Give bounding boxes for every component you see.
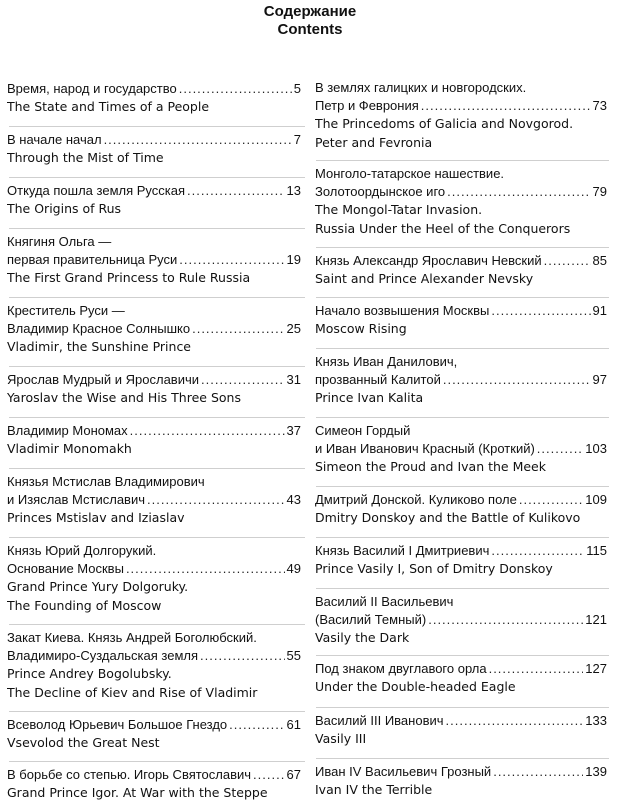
toc-page-number: 121 bbox=[585, 612, 607, 628]
toc-entry-title-ru-leader bbox=[315, 183, 607, 201]
toc-title-ru: Закат Киева. Князь Андрей Боголюбский. bbox=[7, 630, 257, 645]
entry-divider bbox=[9, 624, 305, 625]
dot-leader bbox=[491, 542, 584, 560]
toc-title-ru: Основание Москвы bbox=[7, 561, 124, 577]
toc-page-number: 109 bbox=[585, 492, 607, 507]
toc-title-en: The First Grand Princess to Rule Russia bbox=[7, 270, 251, 286]
toc-title-ru: Всеволод Юрьевич Большое Гнездо bbox=[7, 717, 228, 732]
toc-entry-title-ru-leader bbox=[315, 302, 607, 320]
dot-leader bbox=[421, 97, 591, 115]
toc-page-number: 43 bbox=[286, 492, 301, 508]
toc-title-ru: Ярослав Мудрый и Ярославичи bbox=[7, 372, 199, 387]
toc-page-number: 127 bbox=[585, 661, 607, 676]
toc-page-number: 79 bbox=[592, 184, 607, 200]
dot-leader bbox=[443, 371, 591, 389]
dot-leader bbox=[104, 131, 292, 149]
toc-entry[interactable] bbox=[315, 422, 607, 477]
toc-entry-title-ru-leader bbox=[7, 716, 301, 734]
entry-divider bbox=[316, 297, 609, 298]
contents-title-ru: Содержание bbox=[263, 3, 357, 20]
toc-entry[interactable] bbox=[7, 371, 301, 407]
toc-page-number: 103 bbox=[585, 441, 607, 457]
toc-entry-title-ru-leader bbox=[7, 320, 301, 338]
toc-page-number: 85 bbox=[592, 253, 607, 268]
dot-leader bbox=[229, 716, 284, 734]
toc-title-en: Ivan IV the Terrible bbox=[315, 782, 433, 798]
toc-page-number: 67 bbox=[286, 767, 301, 782]
dot-leader bbox=[489, 660, 584, 678]
toc-title-ru: Начало возвышения Москвы bbox=[315, 303, 490, 318]
toc-title-en: Saint and Prince Alexander Nevsky bbox=[315, 271, 534, 287]
toc-page-number: 61 bbox=[286, 717, 301, 732]
toc-entry[interactable] bbox=[315, 593, 607, 648]
toc-page-number: 73 bbox=[592, 98, 607, 114]
toc-entry[interactable] bbox=[315, 79, 607, 152]
toc-title-ru: Золотоордынское иго bbox=[315, 184, 446, 200]
toc-title-ru: Откуда пошла земля Русская bbox=[7, 183, 186, 198]
toc-title-en: Prince Ivan Kalita bbox=[315, 390, 424, 406]
dot-leader bbox=[447, 183, 590, 201]
toc-title-ru: Княгиня Ольга — bbox=[7, 234, 112, 249]
entry-divider bbox=[316, 247, 609, 248]
entry-divider bbox=[9, 126, 305, 127]
toc-title-en: Moscow Rising bbox=[315, 321, 407, 337]
dot-leader bbox=[537, 440, 584, 458]
toc-title-ru: В борьбе со степью. Игорь Святославич bbox=[7, 767, 252, 782]
toc-title-ru: и Иван Иванович Красный (Кроткий) bbox=[315, 441, 535, 457]
toc-entry-title-ru-leader bbox=[7, 766, 301, 784]
toc-title-en: Through the Mist of Time bbox=[7, 150, 164, 166]
dot-leader bbox=[187, 182, 285, 200]
toc-entry-title-ru-leader bbox=[7, 131, 301, 149]
toc-page-number: 13 bbox=[286, 183, 301, 198]
dot-leader bbox=[544, 252, 591, 270]
toc-title-en: Russia Under the Heel of the Conquerors bbox=[315, 220, 571, 236]
toc-title-en: Prince Andrey Bogolubsky. bbox=[7, 666, 172, 682]
dot-leader bbox=[147, 491, 285, 509]
toc-entry[interactable] bbox=[315, 763, 607, 799]
dot-leader bbox=[192, 320, 284, 338]
entry-divider bbox=[9, 468, 305, 469]
dot-leader bbox=[493, 763, 583, 781]
entry-divider bbox=[316, 758, 609, 759]
toc-title-ru: Под знаком двуглавого орла bbox=[315, 661, 487, 676]
toc-title-ru: Князь Иван Данилович, bbox=[315, 354, 458, 369]
entry-divider bbox=[316, 486, 609, 487]
toc-title-en: Peter and Fevronia bbox=[315, 134, 433, 150]
toc-title-ru: первая правительница Руси bbox=[7, 252, 178, 268]
toc-title-en: Dmitry Donskoy and the Battle of Kulikovo bbox=[315, 510, 581, 526]
toc-title-en: Vladimir Monomakh bbox=[7, 441, 132, 457]
toc-title-ru: Симеон Гордый bbox=[315, 423, 411, 438]
dot-leader bbox=[491, 302, 590, 320]
toc-page-number: 55 bbox=[286, 648, 301, 664]
toc-entry[interactable] bbox=[7, 131, 301, 167]
toc-page-number: 7 bbox=[293, 132, 301, 147]
toc-entry-title-ru-leader bbox=[315, 440, 607, 458]
dot-leader bbox=[179, 251, 284, 269]
toc-entry-title-ru-leader bbox=[315, 763, 607, 781]
toc-entry[interactable] bbox=[315, 165, 607, 238]
toc-title-ru: Владимир Мономах bbox=[7, 423, 128, 438]
toc-title-ru: Владимиро-Суздальская земля bbox=[7, 648, 199, 664]
toc-title-en: The State and Times of a People bbox=[7, 99, 210, 115]
toc-entry-title-ru-leader bbox=[315, 491, 607, 509]
toc-entry-title-ru-leader bbox=[7, 80, 301, 98]
entry-divider bbox=[9, 417, 305, 418]
toc-entry[interactable] bbox=[315, 712, 607, 748]
toc-entry[interactable] bbox=[7, 766, 301, 802]
toc-title-ru: Владимир Красное Солнышко bbox=[7, 321, 191, 337]
toc-entry[interactable] bbox=[7, 80, 301, 116]
toc-title-ru: Монголо-татарское нашествие. bbox=[315, 166, 505, 181]
toc-title-ru: Креститель Руси — bbox=[7, 303, 125, 318]
toc-title-ru: прозванный Калитой bbox=[315, 372, 441, 388]
toc-title-en: Under the Double-headed Eagle bbox=[315, 679, 516, 695]
entry-divider bbox=[316, 537, 609, 538]
toc-page-number: 115 bbox=[586, 543, 607, 558]
toc-title-ru: Князь Александр Ярославич Невский bbox=[315, 253, 542, 268]
toc-entry[interactable] bbox=[7, 302, 301, 357]
toc-title-ru: Василий III Иванович bbox=[315, 713, 444, 728]
toc-entry-title-ru-leader bbox=[7, 371, 301, 389]
toc-entry-title-ru-leader bbox=[315, 371, 607, 389]
dot-leader bbox=[446, 712, 584, 730]
dot-leader bbox=[130, 422, 285, 440]
toc-entry-title-ru-leader bbox=[315, 611, 607, 629]
toc-title-ru: (Василий Темный) bbox=[315, 612, 427, 628]
toc-page-number: 19 bbox=[286, 252, 301, 268]
toc-entry-title-ru-leader bbox=[315, 252, 607, 270]
toc-page-number: 25 bbox=[286, 321, 301, 337]
toc-entry[interactable] bbox=[315, 660, 607, 696]
toc-page-number: 133 bbox=[585, 713, 607, 728]
toc-entry[interactable] bbox=[7, 629, 301, 702]
toc-title-ru: Дмитрий Донской. Куликово поле bbox=[315, 492, 517, 507]
toc-entry[interactable] bbox=[7, 422, 301, 458]
toc-title-en: Vasily the Dark bbox=[315, 630, 410, 646]
toc-entry[interactable] bbox=[315, 353, 607, 408]
dot-leader bbox=[126, 560, 285, 578]
toc-title-en: Prince Vasily I, Son of Dmitry Donskoy bbox=[315, 561, 553, 577]
toc-entry-title-ru-leader bbox=[315, 712, 607, 730]
toc-page-number: 97 bbox=[592, 372, 607, 388]
entry-divider bbox=[9, 297, 305, 298]
toc-title-ru: и Изяслав Мстиславич bbox=[7, 492, 145, 508]
toc-title-ru: Князь Василий I Дмитриевич bbox=[315, 543, 490, 558]
toc-entry[interactable] bbox=[7, 473, 301, 528]
entry-divider bbox=[316, 588, 609, 589]
toc-entry[interactable] bbox=[7, 716, 301, 752]
toc-entry-title-ru-leader bbox=[7, 491, 301, 509]
toc-title-en: The Decline of Kiev and Rise of Vladimir bbox=[7, 684, 258, 700]
entry-divider bbox=[9, 177, 305, 178]
toc-title-en: Yaroslav the Wise and His Three Sons bbox=[7, 390, 241, 406]
toc-page-number: 139 bbox=[585, 764, 607, 779]
toc-page-number: 5 bbox=[293, 81, 301, 96]
toc-title-en: Vsevolod the Great Nest bbox=[7, 735, 160, 751]
entry-divider bbox=[9, 366, 305, 367]
toc-page-number: 49 bbox=[286, 561, 301, 577]
toc-title-ru: Петр и Феврония bbox=[315, 98, 419, 114]
entry-divider bbox=[316, 655, 609, 656]
entry-divider bbox=[9, 761, 305, 762]
toc-entry[interactable] bbox=[7, 233, 301, 288]
toc-title-ru: Время, народ и государство bbox=[7, 81, 177, 96]
toc-entry[interactable] bbox=[315, 302, 607, 338]
toc-title-en: The Founding of Moscow bbox=[7, 597, 162, 613]
dot-leader bbox=[519, 491, 583, 509]
entry-divider bbox=[9, 711, 305, 712]
toc-entry[interactable] bbox=[315, 252, 607, 288]
toc-title-ru: Князь Юрий Долгорукий. bbox=[7, 543, 157, 558]
toc-title-ru: Василий II Васильевич bbox=[315, 594, 454, 609]
toc-entry-title-ru-leader bbox=[315, 660, 607, 678]
toc-entry-title-ru-leader bbox=[7, 422, 301, 440]
entry-divider bbox=[316, 160, 609, 161]
entry-divider bbox=[9, 537, 305, 538]
toc-entry-title-ru-leader bbox=[7, 182, 301, 200]
entry-divider bbox=[316, 417, 609, 418]
toc-title-en: The Mongol-Tatar Invasion. bbox=[315, 202, 483, 218]
toc-entry[interactable] bbox=[7, 542, 301, 615]
dot-leader bbox=[428, 611, 583, 629]
toc-title-en: The Origins of Rus bbox=[7, 201, 122, 217]
toc-entry-title-ru-leader bbox=[315, 97, 607, 115]
toc-entry[interactable] bbox=[315, 491, 607, 527]
toc-entry[interactable] bbox=[7, 182, 301, 218]
dot-leader bbox=[201, 371, 285, 389]
toc-title-ru: Князья Мстислав Владимирович bbox=[7, 474, 205, 489]
toc-title-en: Princes Mstislav and Iziaslav bbox=[7, 510, 185, 526]
toc-title-en: Grand Prince Igor. At War with the Steppe bbox=[7, 785, 268, 801]
toc-entry-title-ru-leader bbox=[315, 542, 607, 560]
toc-page-number: 37 bbox=[286, 423, 301, 438]
toc-title-en: Grand Prince Yury Dolgoruky. bbox=[7, 579, 189, 595]
toc-title-ru: Иван IV Васильевич Грозный bbox=[315, 764, 492, 779]
toc-entry[interactable] bbox=[315, 542, 607, 578]
toc-title-en: Vladimir, the Sunshine Prince bbox=[7, 339, 192, 355]
entry-divider bbox=[316, 348, 609, 349]
toc-entry-title-ru-leader bbox=[7, 560, 301, 578]
toc-entry-title-ru-leader bbox=[7, 647, 301, 665]
toc-page-number: 31 bbox=[286, 372, 301, 387]
dot-leader bbox=[253, 766, 284, 784]
toc-page-number: 91 bbox=[592, 303, 607, 318]
dot-leader bbox=[179, 80, 292, 98]
toc-title-en: Vasily III bbox=[315, 731, 367, 747]
dot-leader bbox=[200, 647, 285, 665]
entry-divider bbox=[316, 707, 609, 708]
entry-divider bbox=[9, 228, 305, 229]
toc-title-en: Simeon the Proud and Ivan the Meek bbox=[315, 459, 546, 475]
toc-title-ru: В начале начал bbox=[7, 132, 102, 147]
contents-title-en: Contents bbox=[277, 21, 343, 38]
toc-entry-title-ru-leader bbox=[7, 251, 301, 269]
toc-title-ru: В землях галицких и новгородских. bbox=[315, 80, 527, 95]
toc-title-en: The Princedoms of Galicia and Novgorod. bbox=[315, 116, 574, 132]
